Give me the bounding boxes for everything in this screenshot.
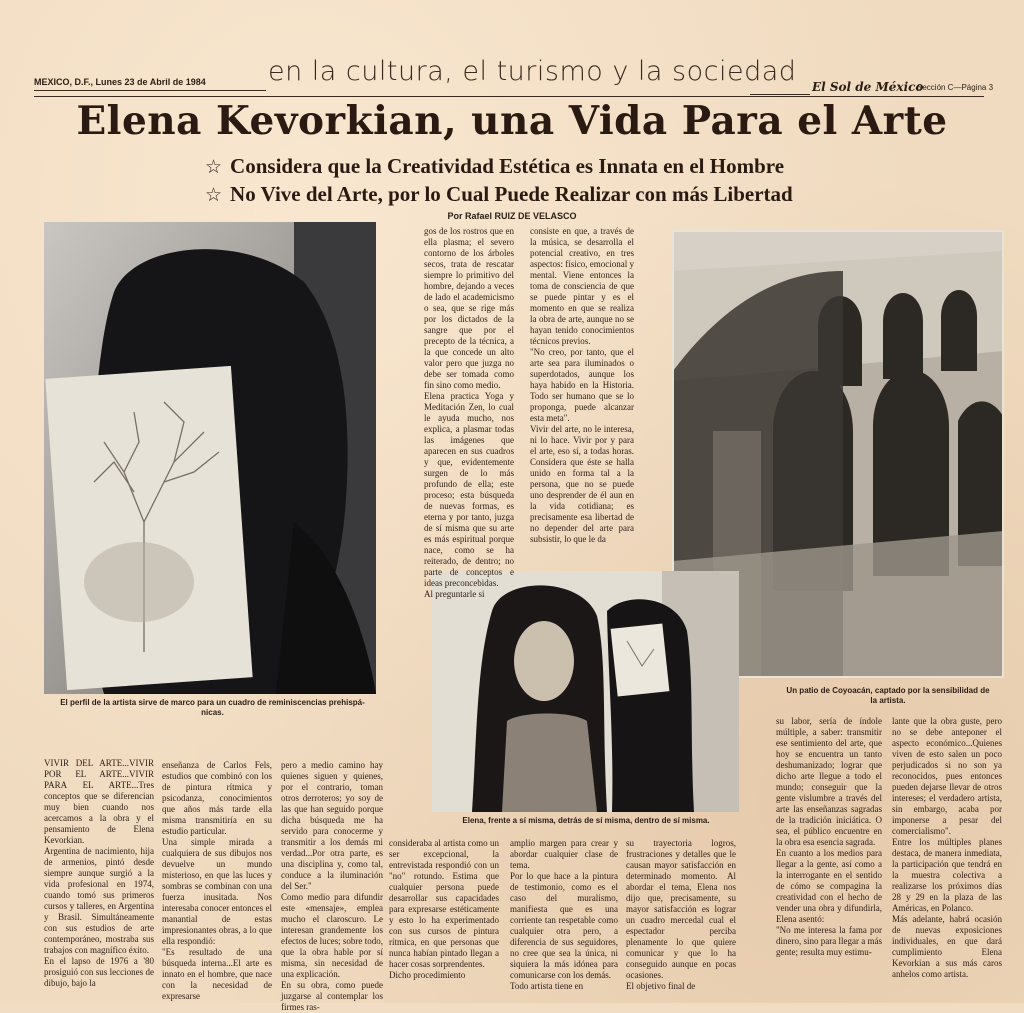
- star-icon: ☆: [205, 183, 223, 206]
- byline: Por Rafael RUIZ DE VELASCO: [447, 211, 577, 221]
- column-bottom-3: pero a medio camino hay quienes siguen y quienes, por el contrario, toman otros derroteros; yo soy de las que han seguido porque dicha búsqueda me ha servido para conocerme y transmitir a los demás mi verdad...Por otra parte, es una disciplina y, como tal, conduce a la iluminación del Ser." Como medio para difundir este «mensaje», emplea mucho el claroscuro. Le interesan grandemente los efectos de luces; sobre todo, que la obra hable por sí misma, sin necesidad de una explicación. En su obra, como puede juzgarse al contemplar los firmes ras-: [281, 760, 383, 1012]
- column-top-1: gos de los rostros que en ella plasma; el severo contorno de los árboles secos, trata de rescatar siempre lo primitivo del hombre, dejando a veces de lado el academicismo o sea, que se rige más por los dictados de la sangre que por el precepto de la técnica, a la que concede un alto valor pero que juzga no debe ser tomada como fin sino como medio. Elena practica Yoga y Meditación Zen, lo cual le ayuda mucho, nos explica, a plasmar todas las imágenes que aparecen en sus cuadros y que, evidentemente surgen de lo más profundo de ella; este proceso; esta búsqueda de nuevas formas, es eterna y por tanto, juzga de sí misma que su arte es más espiritual porque nace, como se ha reiterado, de dentro; no parte de conceptos e ideas preconcebidas. Al preguntarle si: [424, 226, 514, 599]
- section-page: Sección C—Página 3: [917, 83, 994, 92]
- star-icon: ☆: [205, 155, 223, 178]
- column-right-2: lante que la obra guste, pero no se debe anteponer el aspecto económico...Quienes viven de esto salen un poco perjudicados si no son ya reconocidos, pues entonces pueden dejarse llevar de otros intereses; el verdadero artista, sin embargo, acaba por imponerse a pesar del comercialismo". Entre los múltiples planes destaca, de manera inmediata, la participación que tendrá en la muestra colectiva a realizarse los próximos días 28 y 29 en la plaza de las Américas, en Polanco. Más adelante, habrá ocasión de nuevas exposiciones individuales, en que dará cumplimiento Elena Kevorkian a sus más caros anhelos como artista.: [892, 716, 1002, 979]
- column-bottom-1: VIVIR DEL ARTE...VIVIR POR EL ARTE...VIVIR PARA EL ARTE...Tres conceptos que se diferencian muy bien cuando nos acercamos a la obra y el pensamiento de Elena Kevorkian. Argentina de nacimiento, hija de armenios, pintó desde siempre aunque surgió a la vida profesional en 1974, cuando tomó sus primeros cursos y talleres, en Argentina y Brasil. Simultáneamente con sus estudios de arte contemporáneo, mostraba sus trabajos con magnífico éxito. En el lapso de 1976 a '80 prosiguió con sus lecciones de dibujo, bajo la: [44, 758, 154, 988]
- column-top-2: consiste en que, a través de la música, se desarrolla el potencial creativo, en tres aspectos: físico, emocional y mental. Viene entonces la toma de consciencia de que se puede pintar y es el momento en que se realiza la obra de arte, aunque no se hayan tenido conocimientos técnicos previos. "No creo, por tanto, que el arte sea para iluminados o superdotados, aunque los haya habido en la Historia. Todo ser humano que se lo proponga, puede alcanzar esta meta". Vivir del arte, no le interesa, ni lo hace. Vivir por y para el arte, eso sí, a todas horas. Considera que éste se halla unido en forma tal a la persona, que no se puede uno desprender de él aun en la vida cotidiana; es precisamente esa libertad de no depender del arte para subsistir, lo que le da: [530, 226, 634, 544]
- header-rule-mid: [750, 94, 810, 95]
- photo-elena: [432, 571, 739, 812]
- header-rule-full: [34, 96, 984, 97]
- headline: Elena Kevorkian, una Vida Para el Arte: [76, 98, 948, 144]
- caption-profile-text: El perfil de la artista sirve de marco para un cuadro de reminiscencias prehispá- nicas.: [60, 698, 365, 718]
- header-rule-left: [34, 90, 266, 91]
- subhead-1: [205, 154, 784, 179]
- section-slogan: en la cultura, el turismo y la sociedad: [268, 56, 797, 87]
- dateline: MEXICO, D.F., Lunes 23 de Abril de 1984: [34, 77, 206, 87]
- column-bottom-2: enseñanza de Carlos Fels, estudios que combinó con los de pintura rítmica y psicodanza, conocimientos que años más tarde ella misma transmitiría en su estudio particular. Una simple mirada a cualquiera de sus dibujos nos devuelve un mundo misterioso, en que las luces y sombras se combinan con una fuerza inusitada. Nos interesaba conocer entonces el manantial de estas impresionantes obras, a lo que ella respondió: "Es resultado de una búsqueda interna...El arte es innato en el hombre, que nace con la necesidad de expresarse: [162, 760, 272, 1001]
- column-right-1: su labor, sería de índole múltiple, a saber: transmitir ese sentimiento del arte, que hoy se encuentra un tanto deshumanizado; lograr que dicho arte llegue a todo el mundo; conseguir que la gente vislumbre a través del arte las enseñanzas sagradas de la tradición iniciática. O sea, el público encuentre en la obra esa esencia sagrada. En cuanto a los medios para llegar a la gente, así como a la interrogante en el sentido de cómo se compagina la creatividad con el hecho de vender una obra y difundirla, Elena asentó: "No me interesa la fama por dinero, sino para llegar a más gente; resulta muy estimu-: [776, 716, 882, 957]
- caption-elena: Elena, frente a sí misma, detrás de sí misma, dentro de sí misma.: [462, 816, 710, 825]
- caption-patio-text: Un patio de Coyoacán, captado por la sensibilidad de la artista.: [786, 686, 990, 706]
- subhead-2-text: No Vive del Arte, por lo Cual Puede Realizar con más Libertad: [230, 182, 793, 206]
- subhead-1-text: Considera que la Creatividad Estética es Innata en el Hombre: [230, 154, 785, 178]
- caption-patio: [770, 686, 1006, 707]
- caption-profile: [40, 698, 385, 719]
- column-bottom-5: amplio margen para crear y abordar cualquier clase de tema. Por lo que hace a la pintura de testimonio, como es el caso del muralismo, manifiesta que es una corriente tan respetable como cualquier otra pero, a diferencia de sus seguidores, no cree que sea la única, ni siquiera la más idónea para comunicarse con los demás. Todo artista tiene en: [510, 838, 618, 991]
- photo-profile: [44, 222, 376, 694]
- column-bottom-4: consideraba al artista como un ser excepcional, la entrevistada respondió con un "no" rotundo. Estima que cualquier persona puede desarrollar sus capacidades para expresarse estéticamente y esto lo ha experimentado con sus cursos de pintura rítmica, en que personas que nunca habían pintado llegan a hacer cosas sorprendentes. Dicho procedimiento: [389, 838, 499, 980]
- column-bottom-6: su trayectoria logros, frustraciones y detalles que le causan mayor satisfacción en determinado momento. Al abordar el tema, Elena nos dijo que, precisamente, su mayor satisfacción es lograr un cuadro mercedal cual el espectador perciba plenamente lo que quiere comunicar y que lo ha conseguido aunque en pocas ocasiones. El objetivo final de: [626, 838, 736, 991]
- subhead-2: [205, 182, 793, 207]
- masthead: El Sol de México: [812, 80, 924, 94]
